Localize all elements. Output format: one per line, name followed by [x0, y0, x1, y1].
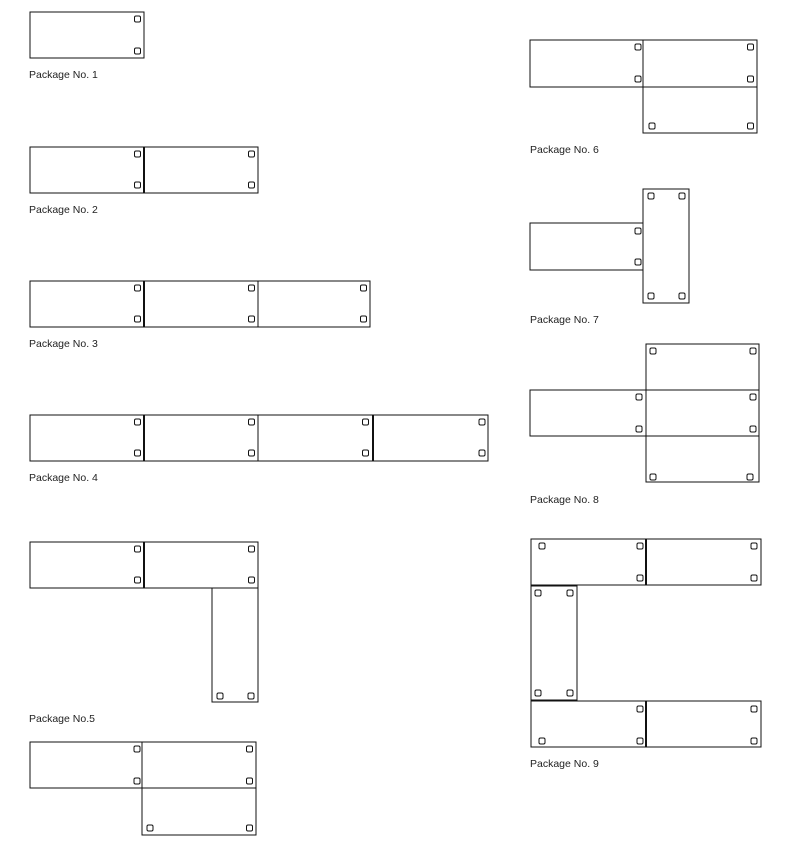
panel [646, 390, 759, 436]
package-1 [29, 12, 144, 81]
panel [258, 281, 370, 327]
package-5 [29, 542, 258, 725]
mounting-hole [649, 123, 655, 129]
panel-outline [144, 281, 258, 327]
panel-outline [646, 701, 761, 747]
panel-outline [646, 436, 759, 482]
panel [646, 701, 761, 747]
mounting-hole [636, 426, 642, 432]
package-label: Package No. 9 [530, 758, 599, 770]
panel [643, 87, 757, 133]
panel-outline [643, 87, 757, 133]
panel-outline [531, 701, 646, 747]
panel-outline [144, 415, 258, 461]
package-label: Package No. 4 [29, 472, 98, 484]
package-label: Package No. 1 [29, 69, 98, 81]
package-label: Package No. 7 [530, 314, 599, 326]
panel [144, 147, 258, 193]
panel [531, 586, 577, 700]
panel [530, 390, 646, 436]
mounting-hole [249, 316, 255, 322]
package-8 [530, 344, 759, 506]
mounting-hole [751, 543, 757, 549]
panel [142, 742, 256, 788]
mounting-hole [135, 285, 141, 291]
panel [144, 281, 258, 327]
mounting-hole [363, 450, 369, 456]
mounting-hole [248, 693, 254, 699]
panel-outline [212, 588, 258, 702]
panel [142, 788, 256, 835]
panel [30, 742, 142, 788]
mounting-hole [650, 348, 656, 354]
package-6 [530, 40, 757, 156]
mounting-hole [135, 16, 141, 22]
package-label: Package No. 3 [29, 338, 98, 350]
mounting-hole [751, 575, 757, 581]
mounting-hole [134, 778, 140, 784]
mounting-hole [249, 285, 255, 291]
mounting-hole [650, 474, 656, 480]
mounting-hole [635, 228, 641, 234]
mounting-hole [635, 44, 641, 50]
mounting-hole [539, 738, 545, 744]
panel [646, 344, 759, 390]
package-7 [530, 189, 689, 326]
mounting-hole [535, 590, 541, 596]
panel [144, 415, 258, 461]
mounting-hole [535, 690, 541, 696]
panel [643, 189, 689, 303]
package-label: Package No. 6 [530, 144, 599, 156]
mounting-hole [637, 575, 643, 581]
panel-outline [643, 40, 757, 87]
mounting-hole [747, 474, 753, 480]
package-unlabeled [30, 742, 256, 835]
panel-outline [30, 12, 144, 58]
mounting-hole [567, 690, 573, 696]
package-9 [530, 539, 761, 770]
panel [30, 147, 144, 193]
mounting-hole [679, 293, 685, 299]
panel [30, 281, 144, 327]
mounting-hole [635, 259, 641, 265]
mounting-hole [637, 706, 643, 712]
panel [373, 415, 488, 461]
panel [646, 436, 759, 482]
panel [30, 542, 144, 588]
mounting-hole [135, 182, 141, 188]
mounting-hole [361, 285, 367, 291]
mounting-hole [135, 577, 141, 583]
panel-outline [646, 539, 761, 585]
panel-outline [643, 189, 689, 303]
package-label: Package No. 8 [530, 494, 599, 506]
panel-outline [30, 147, 144, 193]
panel-outline [144, 147, 258, 193]
package-3 [29, 281, 370, 350]
mounting-hole [361, 316, 367, 322]
panel-outline [258, 415, 373, 461]
mounting-hole [249, 182, 255, 188]
mounting-hole [648, 293, 654, 299]
package-2 [29, 147, 258, 216]
mounting-hole [750, 426, 756, 432]
panel [530, 223, 643, 270]
mounting-hole [135, 419, 141, 425]
mounting-hole [135, 151, 141, 157]
mounting-hole [748, 44, 754, 50]
mounting-hole [134, 746, 140, 752]
panel-outline [531, 539, 646, 585]
mounting-hole [748, 76, 754, 82]
mounting-hole [135, 316, 141, 322]
panel [30, 12, 144, 58]
panel-outline [142, 788, 256, 835]
mounting-hole [637, 543, 643, 549]
package-label: Package No.5 [29, 713, 95, 725]
panel-outline [144, 542, 258, 588]
mounting-hole [751, 706, 757, 712]
panel-outline [530, 390, 646, 436]
panel [531, 701, 646, 747]
panel [258, 415, 373, 461]
mounting-hole [135, 48, 141, 54]
mounting-hole [750, 394, 756, 400]
panel-outline [530, 40, 643, 87]
mounting-hole [748, 123, 754, 129]
mounting-hole [249, 151, 255, 157]
package-label: Package No. 2 [29, 204, 98, 216]
mounting-hole [567, 590, 573, 596]
mounting-hole [539, 543, 545, 549]
panel-outline [531, 586, 577, 700]
panel-outline [30, 281, 144, 327]
mounting-hole [249, 546, 255, 552]
panel [531, 539, 646, 585]
panel [530, 40, 643, 87]
mounting-hole [635, 76, 641, 82]
mounting-hole [648, 193, 654, 199]
panel [30, 415, 144, 461]
mounting-hole [679, 193, 685, 199]
mounting-hole [249, 450, 255, 456]
mounting-hole [247, 746, 253, 752]
panel-outline [646, 390, 759, 436]
panel-outline [530, 223, 643, 270]
mounting-hole [479, 450, 485, 456]
mounting-hole [249, 419, 255, 425]
mounting-hole [147, 825, 153, 831]
mounting-hole [247, 825, 253, 831]
panel-outline [30, 742, 142, 788]
mounting-hole [750, 348, 756, 354]
mounting-hole [249, 577, 255, 583]
mounting-hole [479, 419, 485, 425]
panel-outline [142, 742, 256, 788]
mounting-hole [363, 419, 369, 425]
panel [144, 542, 258, 588]
mounting-hole [636, 394, 642, 400]
mounting-hole [217, 693, 223, 699]
mounting-hole [751, 738, 757, 744]
panel-outline [30, 415, 144, 461]
panel-outline [646, 344, 759, 390]
package-4 [29, 415, 488, 484]
mounting-hole [247, 778, 253, 784]
mounting-hole [637, 738, 643, 744]
mounting-hole [135, 546, 141, 552]
panel [212, 588, 258, 702]
panel [643, 40, 757, 87]
panel-outline [373, 415, 488, 461]
panel-outline [30, 542, 144, 588]
mounting-hole [135, 450, 141, 456]
panel-outline [258, 281, 370, 327]
panel [646, 539, 761, 585]
